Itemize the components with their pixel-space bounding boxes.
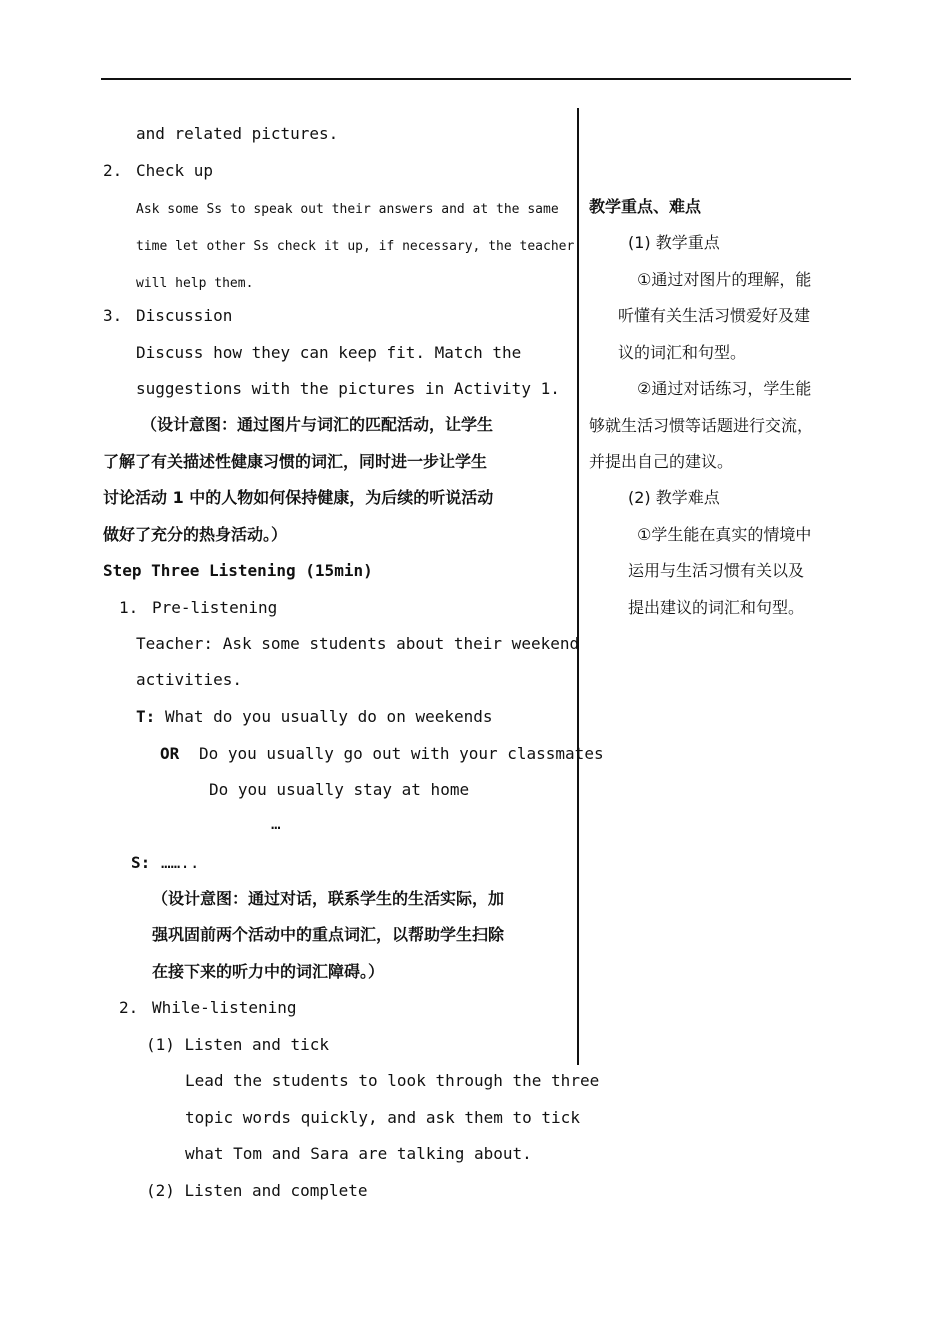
difficult-point-line: 提出建议的词汇和句型。 — [628, 598, 805, 617]
key-points-label: (1) 教学重点 — [628, 233, 720, 252]
difficult-point-line: ①学生能在真实的情境中 — [637, 525, 812, 544]
discussion-line: Discuss how they can keep fit. Match the — [136, 343, 522, 362]
listen-and-tick-line: Lead the students to look through the three — [185, 1071, 600, 1090]
check-up-line: time let other Ss check it up, if necessary, the teacher — [136, 239, 575, 254]
key-point-line: 议的词汇和句型。 — [618, 343, 747, 362]
teacher-instruction: activities. — [136, 670, 242, 689]
design-intent-line: （设计意图：通过图片与词汇的匹配活动，让学生 — [141, 415, 494, 434]
student-label: S: — [131, 853, 151, 872]
listen-and-tick-heading: (1) Listen and tick — [146, 1035, 330, 1054]
teacher-question: Do you usually go out with your classmates — [199, 744, 604, 763]
design-intent-line: 了解了有关描述性健康习惯的词汇，同时进一步让学生 — [103, 452, 488, 471]
listen-and-tick-line: topic words quickly, and ask them to tick — [185, 1108, 580, 1127]
pre-listening-heading: Pre-listening — [152, 598, 278, 617]
design-intent-line: 讨论活动 1 中的人物如何保持健康，为后续的听说活动 — [103, 488, 494, 507]
item-number-3: 3. — [103, 306, 123, 325]
key-point-line: ②通过对话练习，学生能 — [637, 379, 812, 398]
key-difficult-points-heading: 教学重点、难点 — [589, 197, 702, 216]
discussion-heading: Discussion — [136, 306, 233, 325]
while-listening-heading: While-listening — [152, 998, 297, 1017]
listen-and-complete-heading: (2) Listen and complete — [146, 1181, 368, 1200]
column-divider — [577, 108, 579, 1065]
check-up-heading: Check up — [136, 161, 214, 180]
key-point-line: 听懂有关生活习惯爱好及建 — [618, 306, 811, 325]
discussion-line: suggestions with the pictures in Activity 1. — [136, 379, 560, 398]
student-response: …….. — [161, 853, 200, 872]
line-related-pictures: and related pictures. — [136, 124, 339, 143]
step-three-heading: Step Three Listening (15min) — [103, 561, 373, 580]
ellipsis: … — [271, 814, 281, 833]
teacher-label: T: — [136, 707, 156, 726]
check-up-line: Ask some Ss to speak out their answers and at the same — [136, 202, 559, 217]
key-point-line: 够就生活习惯等话题进行交流， — [589, 416, 814, 435]
pre-listening-number: 1. — [119, 598, 139, 617]
or-label: OR — [160, 744, 180, 763]
design-intent-line: 在接下来的听力中的词汇障碍。） — [152, 962, 385, 981]
teacher-question: Do you usually stay at home — [209, 780, 470, 799]
teacher-instruction: Teacher: Ask some students about their weekend — [136, 634, 580, 653]
listen-and-tick-line: what Tom and Sara are talking about. — [185, 1144, 532, 1163]
difficult-point-line: 运用与生活习惯有关以及 — [628, 561, 805, 580]
top-rule — [101, 78, 851, 80]
check-up-line: will help them. — [136, 276, 254, 291]
design-intent-line: （设计意图：通过对话，联系学生的生活实际，加 — [152, 889, 505, 908]
key-point-line: ①通过对图片的理解，能 — [637, 270, 812, 289]
item-number-2: 2. — [103, 161, 123, 180]
difficult-points-label: (2) 教学难点 — [628, 488, 720, 507]
while-listening-number: 2. — [119, 998, 139, 1017]
teacher-question: What do you usually do on weekends — [165, 707, 493, 726]
key-point-line: 并提出自己的建议。 — [589, 452, 734, 471]
design-intent-line: 做好了充分的热身活动。） — [103, 525, 288, 544]
design-intent-line: 强巩固前两个活动中的重点词汇，以帮助学生扫除 — [152, 925, 505, 944]
